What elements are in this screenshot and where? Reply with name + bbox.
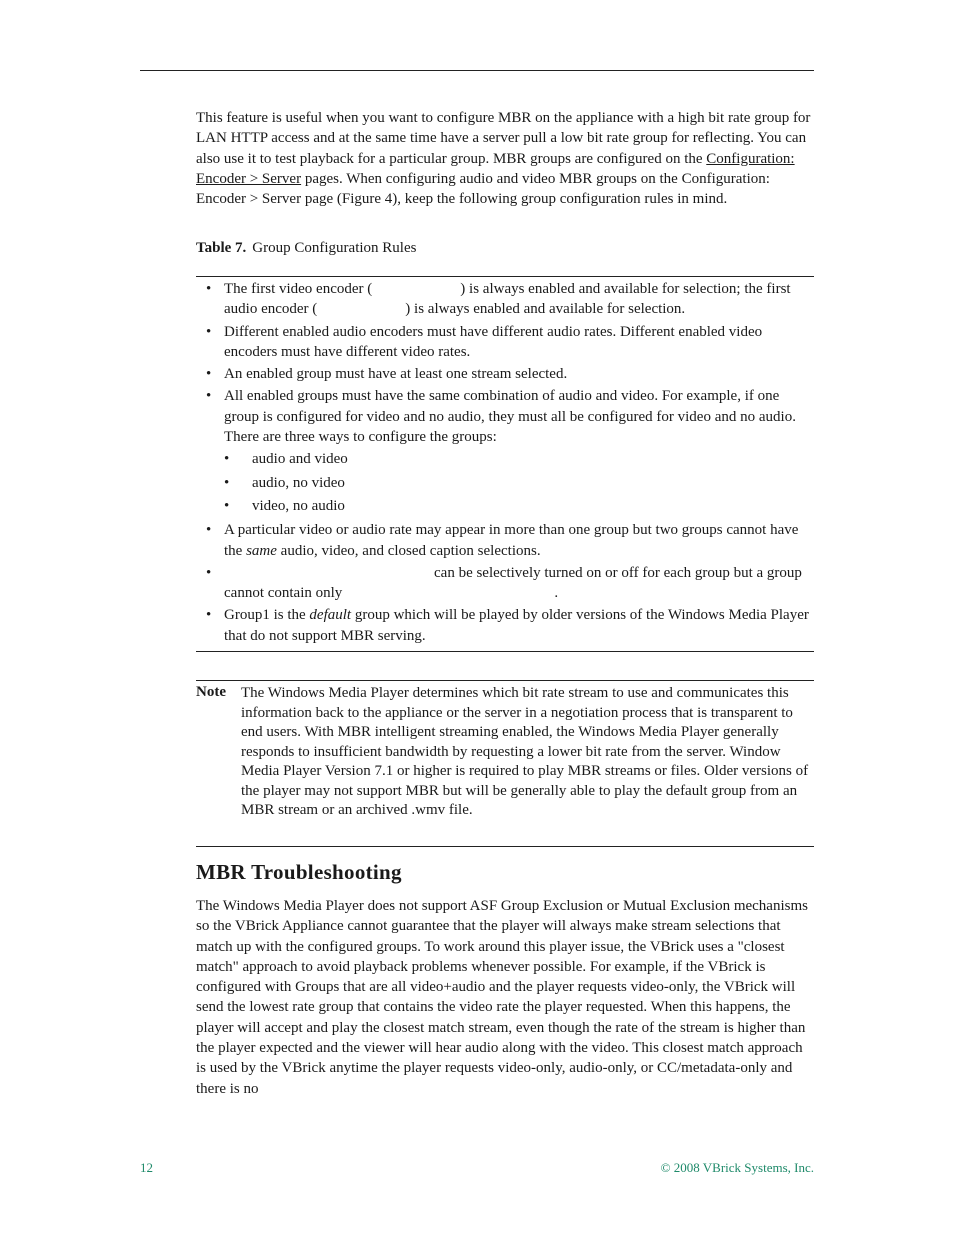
table-caption-title: Group Configuration Rules bbox=[252, 240, 417, 256]
header-rule bbox=[140, 70, 814, 71]
note-label: Note bbox=[196, 684, 226, 700]
intro-text-after: pages. When configuring audio and video MBR groups on the Configuration: Encoder > Server page (Figure 4), keep the following group configuration rules in mind. bbox=[196, 170, 770, 208]
rule-same-selections: • A particular video or audio rate may appear in more than one group but two groups cannot have the same audio, video, and closed caption selections. bbox=[196, 520, 814, 561]
option-video-no-audio: • video, no audio bbox=[224, 496, 814, 516]
table-caption-label: Table 7. bbox=[196, 240, 247, 256]
section-heading: MBR Troubleshooting bbox=[196, 860, 402, 884]
table-caption bbox=[196, 240, 416, 257]
intro-text-before: This feature is useful when you want to configure MBR on the appliance with a high bit rate group for LAN HTTP access and at the same time have a server pull a low bit rate group for reflecting. You can also use it to test playback for a particular group. MBR groups are configured on the bbox=[196, 110, 811, 167]
footer-copyright: © 2008 VBrick Systems, Inc. bbox=[660, 1160, 814, 1175]
note-bottom-rule bbox=[196, 846, 814, 847]
page-number: 12 bbox=[140, 1160, 153, 1175]
note-text: The Windows Media Player determines which bit rate stream to use and communicates this information back to the appliance or the server in a negotiation process that is transparent to end users. With MBR intelligent streaming enabled, the Windows Media Player generally responds to insufficient bandwidth by requesting a lower bit rate from the server. Window Media Player Version 7.1 or higher is required to play MBR streams or files. Older versions of the player may not support MBR but will be generally able to play the default group from an MBR stream or an archived .wmv file. bbox=[241, 685, 809, 818]
rule-default-group: • Group1 is the default group which will be played by older versions of the Windows Media Player that do not support MBR serving. bbox=[196, 605, 814, 646]
group-config-options bbox=[224, 449, 814, 516]
configuration-encoder-server-link[interactable]: Configuration: Encoder > Server bbox=[196, 150, 795, 187]
option-audio-no-video: • audio, no video bbox=[224, 473, 814, 493]
rule-selective-toggle: • can be selectively turned on or off for each group but a group cannot contain only . bbox=[196, 563, 814, 604]
rule-one-stream: • An enabled group must have at least one stream selected. bbox=[196, 364, 814, 384]
rule-first-encoders: • The first video encoder ( ) is always enabled and available for selection; the first audio encoder ( ) is always enabled and available for selection. bbox=[196, 279, 814, 320]
table-top-rule bbox=[196, 276, 814, 277]
troubleshooting-paragraph: The Windows Media Player does not support ASF Group Exclusion or Mutual Exclusion mechanisms so the VBrick Appliance cannot guarantee that the player will always make stream selections that match up with the configured groups. To work around this player issue, the VBrick uses a "closest match" approach to avoid playback problems whenever possible. For example, if the VBrick is configured with Groups that are all video+audio and the player requests video-only, the VBrick will send the lowest rate group that contains the video rate the player requested. When this happens, the player will accept and play the closest match stream, even though the rate of the stream is higher than the player expected and the viewer will hear audio along with the video. This closest match approach is used by the VBrick anytime the player requests video-only, audio-only, or CC/metadata-only and there is no bbox=[196, 898, 808, 1097]
note-top-rule bbox=[196, 680, 814, 681]
group-rules-list bbox=[196, 279, 814, 648]
rule-different-rates: • Different enabled audio encoders must have different audio rates. Different enabled video encoders must have different video rates. bbox=[196, 322, 814, 363]
option-audio-and-video: • audio and video bbox=[224, 449, 814, 469]
rule-same-combination: • All enabled groups must have the same combination of audio and video. For example, if one group is configured for video and no audio, they must all be configured for video and no audio. There are three ways to configure the groups: • audio and video • audio, no video • video, no audio bbox=[196, 386, 814, 516]
table-bottom-rule bbox=[196, 651, 814, 652]
intro-paragraph bbox=[196, 108, 814, 209]
